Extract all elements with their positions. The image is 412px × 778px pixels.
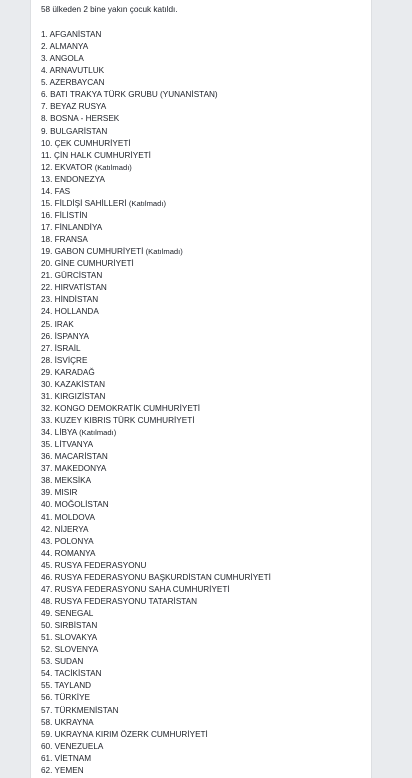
list-item — [41, 101, 271, 113]
list-item — [41, 294, 271, 306]
list-item — [41, 451, 271, 463]
country-name: 13. ENDONEZYA — [41, 174, 105, 184]
list-item — [41, 306, 271, 318]
country-name: 53. SUDAN — [41, 657, 84, 667]
country-name: 48. RUSYA FEDERASYONU TATARİSTAN — [41, 596, 198, 606]
list-item — [41, 656, 271, 668]
country-name: 47. RUSYA FEDERASYONU SAHA CUMHURİYETİ — [41, 584, 230, 594]
list-item — [41, 524, 271, 536]
country-name: 51. SLOVAKYA — [41, 633, 98, 643]
country-name: 14. FAS — [41, 186, 71, 196]
list-item — [41, 668, 271, 680]
country-name: 25. IRAK — [41, 319, 74, 329]
list-item — [41, 717, 271, 729]
country-name: 33. KUZEY KIBRIS TÜRK CUMHURİYETİ — [41, 416, 195, 425]
list-item — [41, 729, 271, 741]
country-name: 4. ARNAVUTLUK — [41, 66, 105, 76]
list-item — [41, 548, 271, 560]
country-name: 16. FİLİSTİN — [41, 210, 88, 220]
list-item — [41, 680, 271, 692]
list-item — [41, 89, 271, 101]
list-item — [41, 174, 271, 186]
list-item — [41, 210, 271, 222]
country-name: 9. BULGARİSTAN — [41, 126, 108, 136]
post-card — [30, 0, 372, 778]
participation-note: (Katılmadı) — [79, 428, 117, 438]
country-name: 15. FİLDİŞİ SAHİLLERİ — [41, 198, 127, 208]
list-item — [41, 367, 271, 379]
list-item — [41, 198, 271, 210]
country-name: 3. ANGOLA — [41, 54, 84, 64]
country-name: 30. KAZAKİSTAN — [41, 379, 106, 389]
list-item — [41, 475, 271, 487]
country-name: 37. MAKEDONYA — [41, 464, 107, 474]
country-name: 39. MISIR — [41, 488, 78, 498]
country-name: 35. LİTVANYA — [41, 440, 94, 450]
list-item — [41, 126, 271, 138]
list-item — [41, 463, 271, 475]
list-item — [41, 632, 271, 644]
list-item — [41, 41, 271, 53]
country-name: 58. UKRAYNA — [41, 717, 94, 727]
list-item — [41, 379, 271, 391]
list-item — [41, 391, 271, 403]
country-name: 21. GÜRCİSTAN — [41, 271, 103, 281]
country-name: 59. UKRAYNA KIRIM ÖZERK CUMHURİYETİ — [41, 729, 208, 739]
country-name: 18. FRANSA — [41, 235, 88, 245]
country-name: 45. RUSYA FEDERASYONU — [41, 560, 147, 570]
list-item — [41, 415, 271, 427]
list-item — [41, 705, 271, 717]
list-item — [41, 765, 271, 777]
list-item — [41, 113, 271, 125]
country-name: 40. MOĞOLİSTAN — [41, 500, 109, 510]
country-name: 36. MACARİSTAN — [41, 452, 108, 462]
list-item — [41, 741, 271, 753]
list-item — [41, 77, 271, 89]
country-name: 61. VİETNAM — [41, 753, 92, 763]
country-name: 46. RUSYA FEDERASYONU BAŞKURDİSTAN CUMHURİYETİ — [41, 572, 271, 582]
country-name: 57. TÜRKMENİSTAN — [41, 705, 119, 715]
list-item — [41, 487, 271, 499]
country-name: 23. HİNDİSTAN — [41, 295, 99, 305]
list-item — [41, 355, 271, 367]
list-item — [41, 512, 271, 524]
country-name: 60. VENEZUELA — [41, 741, 104, 751]
country-name: 7. BEYAZ RUSYA — [41, 102, 107, 112]
country-name: 49. SENEGAL — [41, 609, 94, 618]
list-item — [41, 270, 271, 282]
country-name: 12. EKVATOR — [41, 162, 93, 172]
country-name: 19. GABON CUMHURİYETİ — [41, 247, 144, 257]
list-item — [41, 608, 271, 620]
country-name: 32. KONGO DEMOKRATİK CUMHURİYETİ — [41, 403, 201, 413]
country-name: 52. SLOVENYA — [41, 645, 99, 655]
list-item — [41, 692, 271, 704]
post-intro: 58 ülkeden 2 bine yakın çocuk katıldı. — [41, 5, 178, 14]
country-name: 50. SIRBİSTAN — [41, 621, 98, 631]
list-item — [41, 427, 271, 439]
country-name: 56. TÜRKİYE — [41, 693, 90, 703]
country-name: 62. YEMEN — [41, 765, 84, 775]
country-name: 27. İSRAİL — [41, 343, 81, 353]
country-name: 55. TAYLAND — [41, 681, 92, 691]
list-item — [41, 439, 271, 451]
country-name: 41. MOLDOVA — [41, 512, 95, 522]
list-item — [41, 753, 271, 765]
country-name: 54. TACİKİSTAN — [41, 669, 102, 679]
country-name: 17. FİNLANDİYA — [41, 223, 103, 232]
list-item — [41, 138, 271, 150]
country-name: 1. AFGANİSTAN — [41, 30, 102, 39]
country-name: 38. MEKSİKA — [41, 476, 92, 486]
country-name: 26. İSPANYA — [41, 331, 89, 341]
list-item — [41, 150, 271, 162]
country-name: 29. KARADAĞ — [41, 367, 95, 377]
country-name: 44. ROMANYA — [41, 548, 96, 558]
country-name: 8. BOSNA - HERSEK — [41, 114, 120, 124]
list-item — [41, 644, 271, 656]
list-item — [41, 343, 271, 355]
list-item — [41, 319, 271, 331]
country-name: 2. ALMANYA — [41, 42, 89, 52]
country-name: 6. BATI TRAKYA TÜRK GRUBU (YUNANİSTAN) — [41, 90, 218, 100]
list-item — [41, 29, 271, 41]
list-item — [41, 186, 271, 198]
country-name: 10. ÇEK CUMHURİYETİ — [41, 138, 131, 148]
list-item — [41, 246, 271, 258]
list-item — [41, 403, 271, 415]
list-item — [41, 331, 271, 343]
list-item — [41, 572, 271, 584]
list-item — [41, 234, 271, 246]
list-item — [41, 560, 271, 572]
country-name: 20. GİNE CUMHURİYETİ — [41, 259, 134, 269]
list-item — [41, 536, 271, 548]
list-item — [41, 162, 271, 174]
list-item — [41, 258, 271, 270]
country-name: 28. İSVİÇRE — [41, 355, 88, 365]
country-name: 5. AZERBAYCAN — [41, 78, 105, 88]
country-name: 43. POLONYA — [41, 536, 94, 546]
list-item — [41, 584, 271, 596]
country-name: 24. HOLLANDA — [41, 307, 99, 317]
list-item — [41, 65, 271, 77]
country-name: 34. LİBYA — [41, 428, 77, 438]
participation-note: (Katılmadı) — [145, 247, 183, 257]
list-item — [41, 222, 271, 234]
list-item — [41, 282, 271, 294]
country-name: 42. NİJERYA — [41, 524, 89, 534]
country-name: 22. HIRVATİSTAN — [41, 283, 107, 293]
participation-note: (Katılmadı) — [128, 198, 166, 208]
country-name: 31. KIRGIZİSTAN — [41, 391, 106, 401]
list-item — [41, 53, 271, 65]
country-list — [41, 29, 271, 777]
list-item — [41, 620, 271, 632]
list-item — [41, 596, 271, 608]
list-item — [41, 499, 271, 511]
country-name: 11. ÇİN HALK CUMHURİYETİ — [41, 150, 151, 160]
participation-note: (Katılmadı) — [94, 162, 132, 172]
